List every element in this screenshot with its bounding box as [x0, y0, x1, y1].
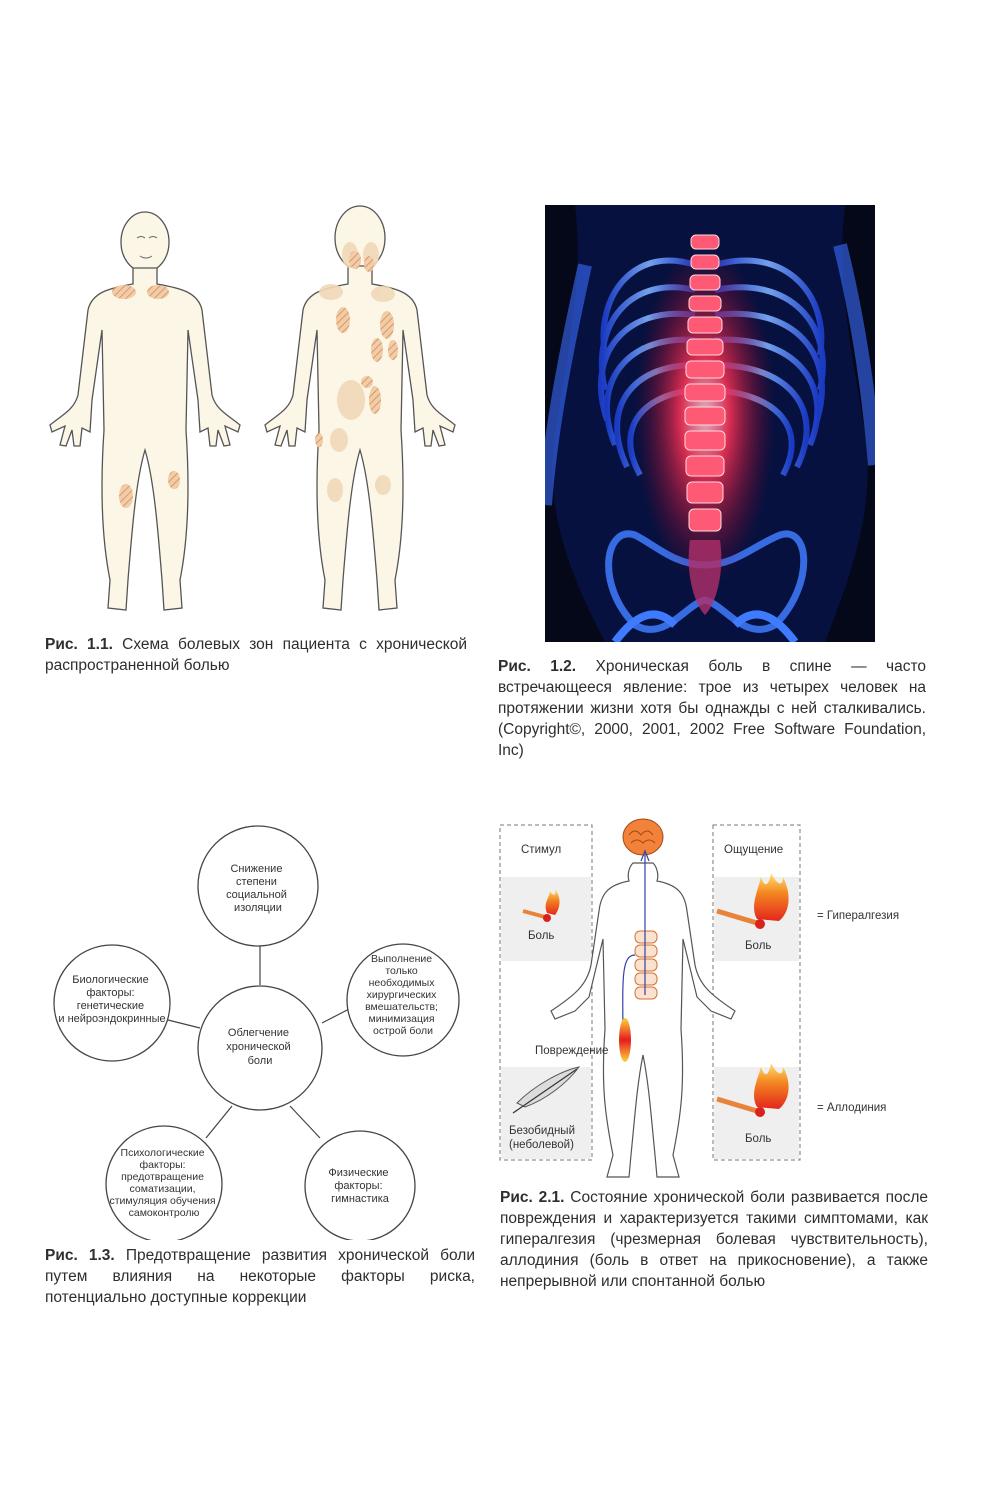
fig-2-1-text: Состояние хронической боли развивается после повреждения и характеризуется такими симптомами, как гипералгезия (чрезмерная болевая чувствительность), аллодиния (боль в ответ на прикосновение), а также непрерывной или спонтанной болью [500, 1189, 928, 1290]
spinal-cord-icon [635, 931, 657, 999]
pain-sensitization-diagram [495, 815, 935, 1185]
sensation-label: Ощущение [724, 844, 784, 856]
injury-label: Повреждение [535, 1045, 609, 1057]
fig-1-2-text: Хроническая боль в спине — часто встречающееся явление: трое из четырех человек на протяжении жизни хотя бы однажды с ней сталкивались. [498, 658, 926, 717]
center-node-text: Облегчение хронической боли [226, 1027, 291, 1067]
fig-2-1-label: Рис. 2.1. [500, 1189, 565, 1206]
fig-1-1-text: Схема болевых зон пациента с хронической распространенной болью [45, 636, 467, 674]
stimulus-label: Стимул [521, 844, 562, 856]
bottom-left-node-text: Психологические факторы: предотвращение соматизации, стимуляция обучения самоконтролю [109, 1147, 216, 1219]
bottom-right-node-text: Физические факторы: гимнастика [328, 1167, 389, 1205]
fig-1-2-caption [498, 656, 926, 761]
xray-spine-image [545, 205, 875, 642]
fig-1-3-label: Рис. 1.3. [45, 1247, 115, 1264]
fig-2-1-caption [500, 1187, 928, 1292]
harmless-label-1: Безобидный [509, 1125, 575, 1137]
allodynia-label: = Аллодиния [817, 1102, 887, 1114]
fig-1-1-label: Рис. 1.1. [45, 636, 113, 653]
fig-1-2-label: Рис. 1.2. [498, 658, 577, 675]
hyperalgesia-label: = Гипералгезия [817, 910, 900, 922]
right-node-text: Выполнение только необходимых хирургических вмешательств; минимизация острой боли [365, 953, 438, 1037]
left-node-text: Биологические факторы: генетические и нейроэндокринные [58, 974, 166, 1025]
stimulus-pain-label: Боль [528, 930, 555, 942]
fig-1-3-caption [45, 1245, 475, 1308]
front-body-figure [50, 212, 240, 610]
allodynia-pain-label: Боль [745, 1133, 772, 1145]
injury-glow [619, 1018, 631, 1062]
fig-1-3-text: Предотвращение развития хронической боли путем влияния на некоторые факторы риска, потенциально доступные коррекции [45, 1247, 475, 1306]
brain-icon [623, 819, 663, 855]
harmless-label-2: (неболевой) [509, 1139, 574, 1151]
fig-1-2-copyright: (Copyright©, 2000, 2001, 2002 Free Software Foundation, Inc) [498, 721, 926, 759]
body-pain-map-figure [40, 200, 480, 630]
sensation-pain-label: Боль [745, 940, 772, 952]
top-node-text: Снижение степени социальной изоляции [226, 863, 287, 914]
fig-1-1-caption [45, 634, 467, 676]
risk-factors-diagram [40, 820, 480, 1240]
